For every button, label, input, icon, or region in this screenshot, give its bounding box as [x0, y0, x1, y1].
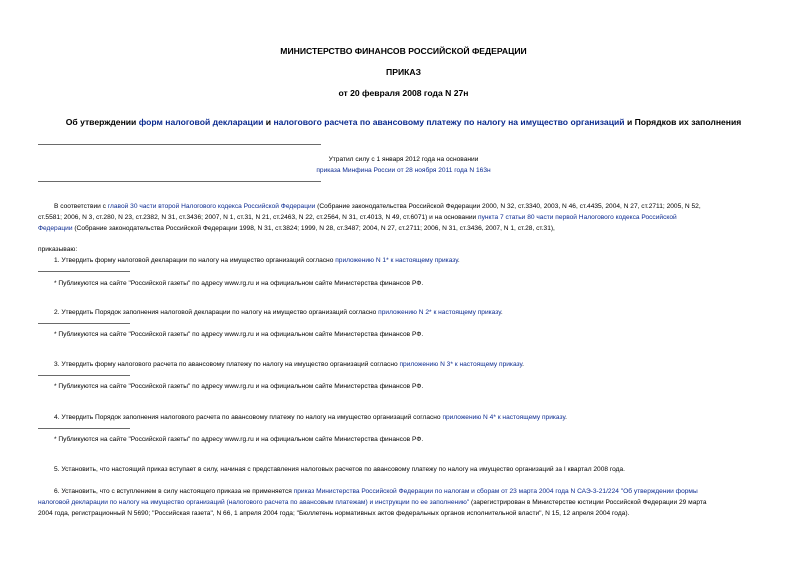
item-5: 5. Установить, что настоящий приказ вступает в силу, начиная с представления налоговых расчетов по авансовому платежу по налогу на имущество организаций за I квартал 2008 года.	[54, 466, 626, 473]
status-lost-force-text: Утратил силу с 1 января 2012 года на основании	[328, 156, 479, 163]
item-6-line-1	[54, 487, 698, 496]
document-type-heading: ПРИКАЗ	[386, 67, 421, 77]
title-link-tax-calculation[interactable]: налогового расчета по авансовому платежу по налогу на имущество организаций	[273, 117, 625, 127]
tax-code-chapter-30-link[interactable]: главой 30 части второй Налогового кодекса Российской Федерации	[107, 203, 316, 210]
footnote-3: * Публикуются на сайте "Российской газеты" по адресу www.rg.ru и на официальном сайте Министерства финансов РФ.	[54, 383, 424, 390]
ministry-heading: МИНИСТЕРСТВО ФИНАНСОВ РОССИЙСКОЙ ФЕДЕРАЦИИ	[280, 46, 527, 56]
status-repeal-order-link[interactable]: приказа Минфина России от 28 ноября 2011 года N 163н	[316, 167, 491, 174]
preamble-text: ст.5581; 2006, N 3, ст.280, N 23, ст.2382, N 31, ст.3436; 2007, N 1, ст.31, N 21, ст.2463, N 22, ст.2564, N 31, ст.4013, N 49, ст.6071) и на основании	[38, 214, 479, 221]
item-4	[54, 413, 567, 422]
item-text: .	[522, 361, 524, 368]
item-6-line-3: 2004 года, регистрационный N 5690; "Российская газета", N 66, 1 апреля 2004 года; "Бюллетень нормативных актов федеральных органов исполнительной власти", N 15, 12 апреля 2004 года).	[38, 510, 630, 517]
title-text-part: Об утверждении	[65, 117, 139, 127]
footnote-1: * Публикуются на сайте "Российской газеты" по адресу www.rg.ru и на официальном сайте Министерства финансов РФ.	[54, 280, 424, 287]
item-2	[54, 308, 503, 317]
preamble-line-2	[38, 213, 677, 222]
item-text: 6. Установить, что с вступлением в силу настоящего приказа не применяется	[54, 488, 294, 495]
preamble-line-1	[54, 202, 701, 211]
footnote-2: * Публикуются на сайте "Российской газеты" по адресу www.rg.ru и на официальном сайте Министерства финансов РФ.	[54, 331, 424, 338]
status-top-divider	[38, 144, 321, 145]
preamble-text: (Собрание законодательства Российской Федерации 1998, N 31, ст.3824; 1999, N 28, ст.3487; 2004, N 27, ст.2711; 2006, N 31, ст.3436, 2007, N 1, ст.28, ст.31),	[72, 225, 555, 232]
repealed-order-link-cont[interactable]: налоговой декларации по налогу на имущество организаций (налогового расчета по авансовым платежам) и инструкции по ее заполнению"	[38, 499, 470, 506]
footnote-divider	[38, 271, 130, 272]
repealed-order-link[interactable]: приказ Министерства Российской Федерации по налогам и сборам от 23 марта 2004 года N САЭ-3-21/224 "Об утверждении формы	[293, 488, 698, 495]
footnote-4: * Публикуются на сайте "Российской газеты" по адресу www.rg.ru и на официальном сайте Министерства финансов РФ.	[54, 436, 424, 443]
item-6-line-2	[38, 498, 707, 507]
title-text-part: и Порядков их заполнения	[624, 117, 742, 127]
preamble-text: (Собрание законодательства Российской Федерации 2000, N 32, ст.3340, 2003, N 46, ст.4435, 2004, N 27, ст.2711; 2005, N 52,	[315, 203, 701, 210]
preamble-text: В соответствии с	[54, 203, 108, 210]
item-text: 4. Утвердить Порядок заполнения налогового расчета по авансовому платежу по налогу на имущество организаций согласно	[54, 414, 443, 421]
footnote-divider	[38, 323, 130, 324]
document-date-number: от 20 февраля 2008 года N 27н	[338, 88, 469, 98]
item-text: (зарегистрирован в Министерстве юстиции Российской Федерации 29 марта	[469, 499, 707, 506]
appendix-4-link[interactable]: приложению N 4* к настоящему приказу	[442, 414, 566, 421]
title-text-part: и	[263, 117, 274, 127]
footnote-divider	[38, 375, 130, 376]
appendix-3-link[interactable]: приложению N 3* к настоящему приказу	[399, 361, 523, 368]
item-3	[54, 360, 524, 369]
tax-code-article-80-link[interactable]: пункта 7 статьи 80 части первой Налогового кодекса Российской	[478, 214, 677, 221]
document-title	[0, 117, 807, 127]
preamble-line-3	[38, 224, 555, 233]
appendix-2-link[interactable]: приложению N 2* к настоящему приказу	[378, 309, 501, 316]
item-text: .	[500, 309, 503, 316]
appendix-1-link[interactable]: приложению N 1* к настоящему приказу	[335, 257, 458, 264]
item-text: 1. Утвердить форму налоговой декларации по налогу на имущество организаций согласно	[54, 257, 336, 264]
item-text: .	[457, 257, 460, 264]
tax-code-article-80-link-cont[interactable]: Федерации	[38, 225, 73, 232]
item-text: 2. Утвердить Порядок заполнения налоговой декларации по налогу на имущество организаций согласно	[54, 309, 379, 316]
item-1	[54, 256, 460, 265]
item-text: 3. Утвердить форму налогового расчета по авансовому платежу по налогу на имущество организаций согласно	[54, 361, 400, 368]
order-word: приказываю:	[38, 246, 78, 253]
status-bottom-divider	[38, 181, 321, 182]
title-link-declaration-forms[interactable]: форм налоговой декларации	[138, 117, 264, 127]
footnote-divider	[38, 428, 130, 429]
item-text: .	[565, 414, 567, 421]
